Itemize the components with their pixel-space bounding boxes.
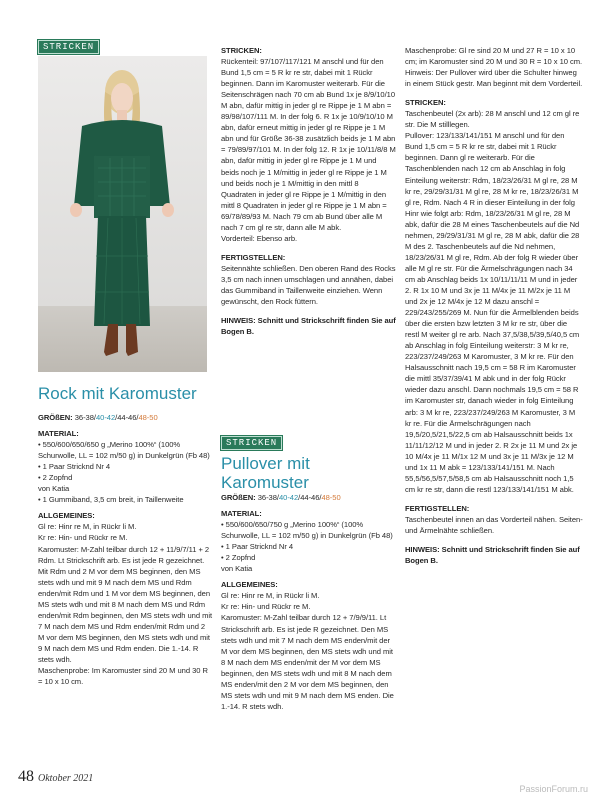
- rock-material-brand: von Katia: [38, 484, 70, 494]
- pullover-section-tag: STRICKEN: [221, 436, 282, 450]
- issue-date: Oktober 2021: [38, 773, 94, 784]
- pullover-stitch-gl-re: Gl re: Hinr re M, in Rückr li M.: [221, 591, 320, 601]
- section-tag: STRICKEN: [38, 40, 99, 54]
- rock-stitch-gl-re: Gl re: Hinr re M, in Rückr li M.: [38, 522, 137, 532]
- page-number: 48: [18, 768, 34, 785]
- pullover-main-instructions: Pullover: 123/133/141/151 M anschl und für den Bund 1,5 cm = 5 R kr re str, dabei mit 1 Rückr beginnen. Dann gl re weiterarb. Für die Taschenblenden nach 12 cm ab Anschlag in folg Einteilung weiterstr: Rdm, 18/23/26/31 M gl re, 28 M kr re, 29/29/31/31 M gl re, 28 M kr re, 18/23/26/31 M gl re, Rdm. Nach 4 R in dieser Einteilung in der folg Hinr wie folgt arb: Rdm, 18/23/26/31 M gl re, 28 M abk, dafür die 28 M eines Taschenbeutels auf die Nd nehmen, 29/29/31/31 M gl re, 28 M abk, dafür die 28 M des 2. Taschenbeutels auf die Nd nehmen, 18/23/26/31 M gl re, Rdm. Ab der folg R wieder über alle M gl re str. Für die Ärmelschrägungen nach 34 cm ab Anschlag beids 1x 10/11/11/11 M und in jeder 2. R 1x 10 M und 3x je 11 M/4x je 11 M/2x je 11 M und 2x je 12 M/4x je 12 M dazu anschl = 229/243/255/269 M. Nun für die Ärmelblenden beids über die ersten bzw letzten 3 M kr re str, über die restl M weiter gl re arb. Nach 37,5/38,5/39,5/40,5 cm ab Anschlag in folg Einteilung weiterstr: 3 M kr re, 223/237/249/263 M Karomuster, 3 M kr re. Für den Halsausschnitt nach 19,5 cm = 58 R im Karomuster die mittl 35/37/39/41 M abk und in der folg Rückr wieder dazu anschl. Dann nochmals 19,5 cm = 58 R im Karomuster str, danach wieder in folg Einteilung arb: 3 M kr re, 223/237/249/263 M Karomuster, 3 M kr re. Für die Ärmelschrägungen nach 19,5/20,5/21,5/22,5 cm ab Halsausschnitt beids 1x 11/11/12/12 M und in jeder 2. R 2x je 11 M und 2x je 10 M/4x je 11 M/1x 12 M und 3x je 11 M/3x je 12 M und 1x 11 M abk = 123/133/141/151 M. Nach 55,5/56,5/57,5/58,5 cm ab Halsausschnitt noch 1,5 cm kr re str, dann die restl 123/133/141/151 M abk.: [405, 131, 580, 494]
- rock-maschenprobe: Maschenprobe: Im Karomuster sind 20 M und 30 R = 10 x 10 cm.: [38, 666, 208, 687]
- pullover-stricken-heading: STRICKEN:: [405, 98, 446, 108]
- pullover-block: [221, 432, 396, 712]
- rock-karomuster: Karomuster: M-Zahl teilbar durch 12 + 11/9/7/11 + 2 Rdm. Lt Strickschrift arb. Es ist jede R gezeichnet. Mit Rdm und 2 M vor dem MS beginnen, den MS stets wdh und mit 9 M nach dem MS und Rdm enden/mit Rdm und 1 M vor dem MS beginnen, den MS stets wdh und mit 8 M nach dem MS und Rdm enden/mit Rdm beginnen, den MS stets wdh und mit 7 M nach dem MS und Rdm enden/mit Rdm und 2 M vor dem MS beginnen, den MS stets wdh und mit 9 M nach dem MS und Rdm enden. Die 1.-14. R stets wdh.: [38, 544, 213, 664]
- rock-hinweis: HINWEIS: Schnitt und Strickschrift finden Sie auf Bogen B.: [221, 316, 396, 337]
- rock-fertigstellen-heading: FERTIGSTELLEN:: [221, 252, 286, 262]
- pullover-sizes: GRÖßEN: 36-38/40-42/44-46/48-50: [221, 493, 341, 502]
- rock-rueckenteil: Rückenteil: 97/107/117/121 M anschl und für den Bund 1,5 cm = 5 R kr re str, dabei mit 1 Rückr beginnen. Dann im Karomuster weiterarb. Für die Seitenschrägen nach 70 cm ab Bund 1x je 8/9/10/10 M abn, dafür mittig in jeder gl re Rippe je 1 M abn = 89/98/107/111 M. In der folg 6. R 1x je 10/9/10/10 M abn, dafür erneut mittig in jeder gl re Rippe je 1 M abn und für Größe 36-38 zusätzlich beids je 1 M abn = 79/89/97/101 M. In der folg 12. R 1x je 10/11/8/8 M abn, dafür mittig in jeder gl re Rippe je 1 M und beids noch je 1 M/mittig in jeder gl re Rippe je 1 M und beids noch je 1 M/mittig in den mittl 8 Quadraten in jeder gl re Rippe je 1 M/mittig in den mittl 8 Quadraten in jeder gl re Rippe je 1 M abn = 69/78/89/93 M. Nach 79 cm ab Bund über alle M nach 7 cm gl re str, dann alle M abk.: [221, 57, 396, 232]
- rock-stricken-heading: STRICKEN:: [221, 46, 262, 55]
- rock-column: [38, 412, 213, 687]
- rock-title: Rock mit Karomuster: [38, 384, 197, 403]
- pullover-material-needles: • 1 Paar Stricknd Nr 4: [221, 542, 294, 552]
- pullover-stitch-kr-re: Kr re: Hin- und Rückr re M.: [221, 602, 311, 612]
- rock-stitch-kr-re: Kr re: Hin- und Rückr re M.: [38, 533, 128, 543]
- pullover-material-brand: von Katia: [221, 564, 253, 574]
- rock-allgemeines-heading: ALLGEMEINES:: [38, 511, 95, 521]
- rock-material-yarn: • 550/600/650/650 g „Merino 100%“ (100% Schurwolle, LL = 102 m/50 g) in Dunkelgrün (Fb 48): [38, 440, 210, 461]
- pullover-material-cable-needles: • 2 Zopfnd: [221, 553, 256, 563]
- pullover-hinweis-shoulder: Hinweis: Der Pullover wird über die Schulter hinweg in einem Stück gestr. Man beginnt mit dem Vorderteil.: [405, 68, 583, 89]
- pullover-instructions-column: [405, 45, 583, 566]
- pullover-fertigstellen: Taschenbeutel innen an das Vorderteil nähen. Seiten- und Ärmelnähte schließen.: [405, 514, 583, 535]
- pullover-taschenbeutel: Taschenbeutel (2x arb): 28 M anschl und 12 cm gl re str. Die M stilllegen.: [405, 109, 580, 130]
- rock-instructions-column: [221, 45, 396, 337]
- pullover-title: Pullover mit Karomuster: [221, 454, 310, 492]
- model-photo: [38, 56, 207, 372]
- photo-illustration: [38, 56, 207, 372]
- rock-material-needles: • 1 Paar Stricknd Nr 4: [38, 462, 111, 472]
- page-footer: [18, 768, 93, 786]
- rock-material-heading: MATERIAL:: [38, 429, 79, 439]
- pullover-maschenprobe: Maschenprobe: Gl re sind 20 M und 27 R = 10 x 10 cm; im Karomuster sind 20 M und 30 R = 10 x 10 cm.: [405, 46, 583, 67]
- rock-material-cable-needles: • 2 Zopfnd: [38, 473, 73, 483]
- pullover-material-yarn: • 550/600/650/750 g „Merino 100%“ (100% Schurwolle, LL = 102 m/50 g) in Dunkelgrün (Fb 48): [221, 520, 393, 541]
- pullover-fertigstellen-heading: FERTIGSTELLEN:: [405, 503, 470, 513]
- rock-fertigstellen: Seitennähte schließen. Den oberen Rand des Rocks 3,5 cm nach innen umschlagen und annähen, dabei das Gummiband in Taillenweite einziehen. Wenn gewünscht, den Rock füttern.: [221, 263, 396, 307]
- pullover-karomuster: Karomuster: M-Zahl teilbar durch 12 + 7/9/9/11. Lt Strickschrift arb. Es ist jede R gezeichnet. Den MS stets wdh und mit 7 M nach dem MS enden/mit der M vor dem MS beginnen, den MS stets wdh und mit 8 M nach dem MS enden/mit der M vor dem MS beginnen, den MS stets wdh und mit 8 M nach dem MS enden/mit den 2 M vor dem MS beginnen, den MS stets wdh und mit 9 M nach dem MS enden. Die 1.-14. R stets wdh.: [221, 613, 394, 711]
- pullover-hinweis: HINWEIS: Schnitt und Strickschrift finden Sie auf Bogen B.: [405, 545, 580, 566]
- pullover-material-heading: MATERIAL:: [221, 509, 262, 519]
- rock-vorderteil: Vorderteil: Ebenso arb.: [221, 233, 298, 243]
- watermark: PassionForum.ru: [519, 784, 588, 794]
- rock-material-elastic: • 1 Gummiband, 3,5 cm breit, in Taillenweite: [38, 495, 184, 505]
- pullover-allgemeines-heading: ALLGEMEINES:: [221, 580, 278, 590]
- rock-sizes: GRÖßEN: 36-38/40-42/44-46/48-50: [38, 413, 158, 422]
